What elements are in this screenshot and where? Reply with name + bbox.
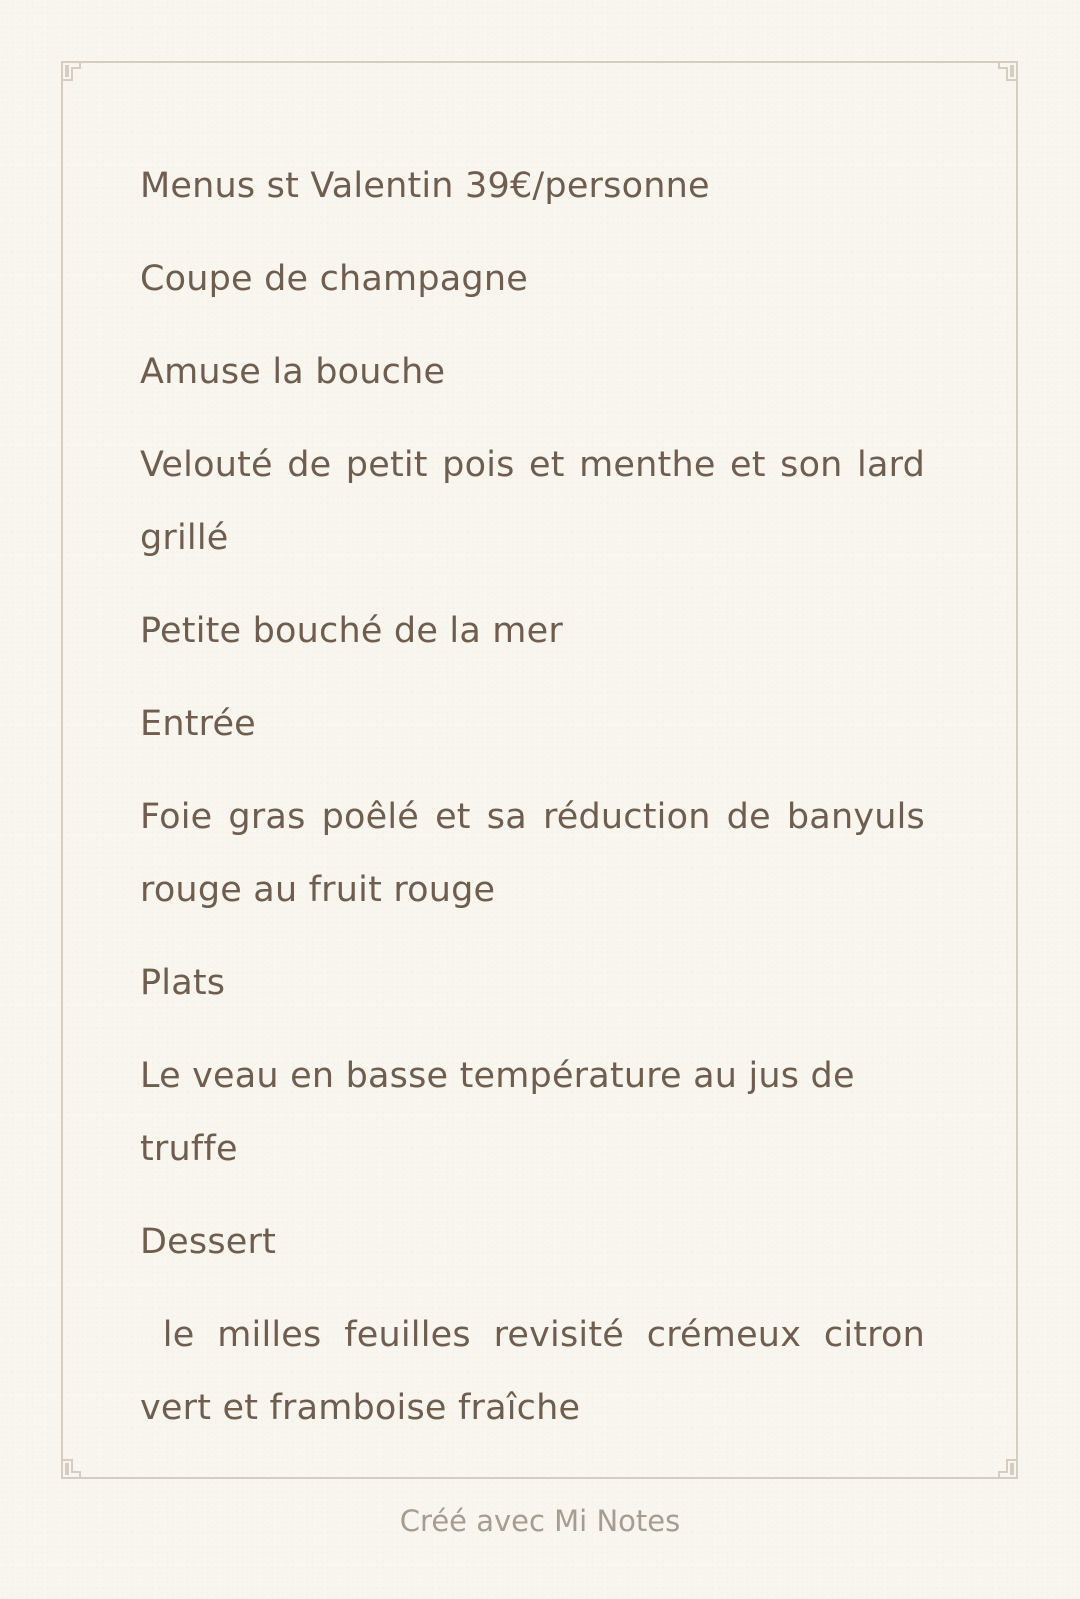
menu-section-heading: Plats: [140, 963, 226, 1003]
menu-section-heading: Entrée: [140, 704, 256, 744]
footer-credit: Créé avec Mi Notes: [399, 1504, 681, 1538]
menu-item: Le veau en basse température au jus de truffe: [140, 1056, 855, 1169]
menu-item: le milles feuilles revisité crémeux citron vert et framboise fraîche: [140, 1315, 937, 1428]
corner-ornament-icon: [60, 60, 82, 82]
corner-ornament-icon: [997, 60, 1019, 82]
menu-item: Velouté de petit pois et menthe et son lard grillé: [140, 445, 925, 558]
note-title: Menus st Valentin 39€/personne: [140, 166, 710, 206]
corner-ornament-icon: [997, 1458, 1019, 1480]
menu-section-heading: Dessert: [140, 1222, 276, 1262]
menu-item: Foie gras poêlé et sa réduction de banyuls rouge au fruit rouge: [140, 797, 925, 910]
corner-ornament-icon: [60, 1458, 82, 1480]
menu-item: Petite bouché de la mer: [140, 611, 563, 651]
menu-item: Coupe de champagne: [140, 259, 528, 299]
menu-item: Amuse la bouche: [140, 352, 446, 392]
note-body[interactable]: [140, 150, 937, 1465]
